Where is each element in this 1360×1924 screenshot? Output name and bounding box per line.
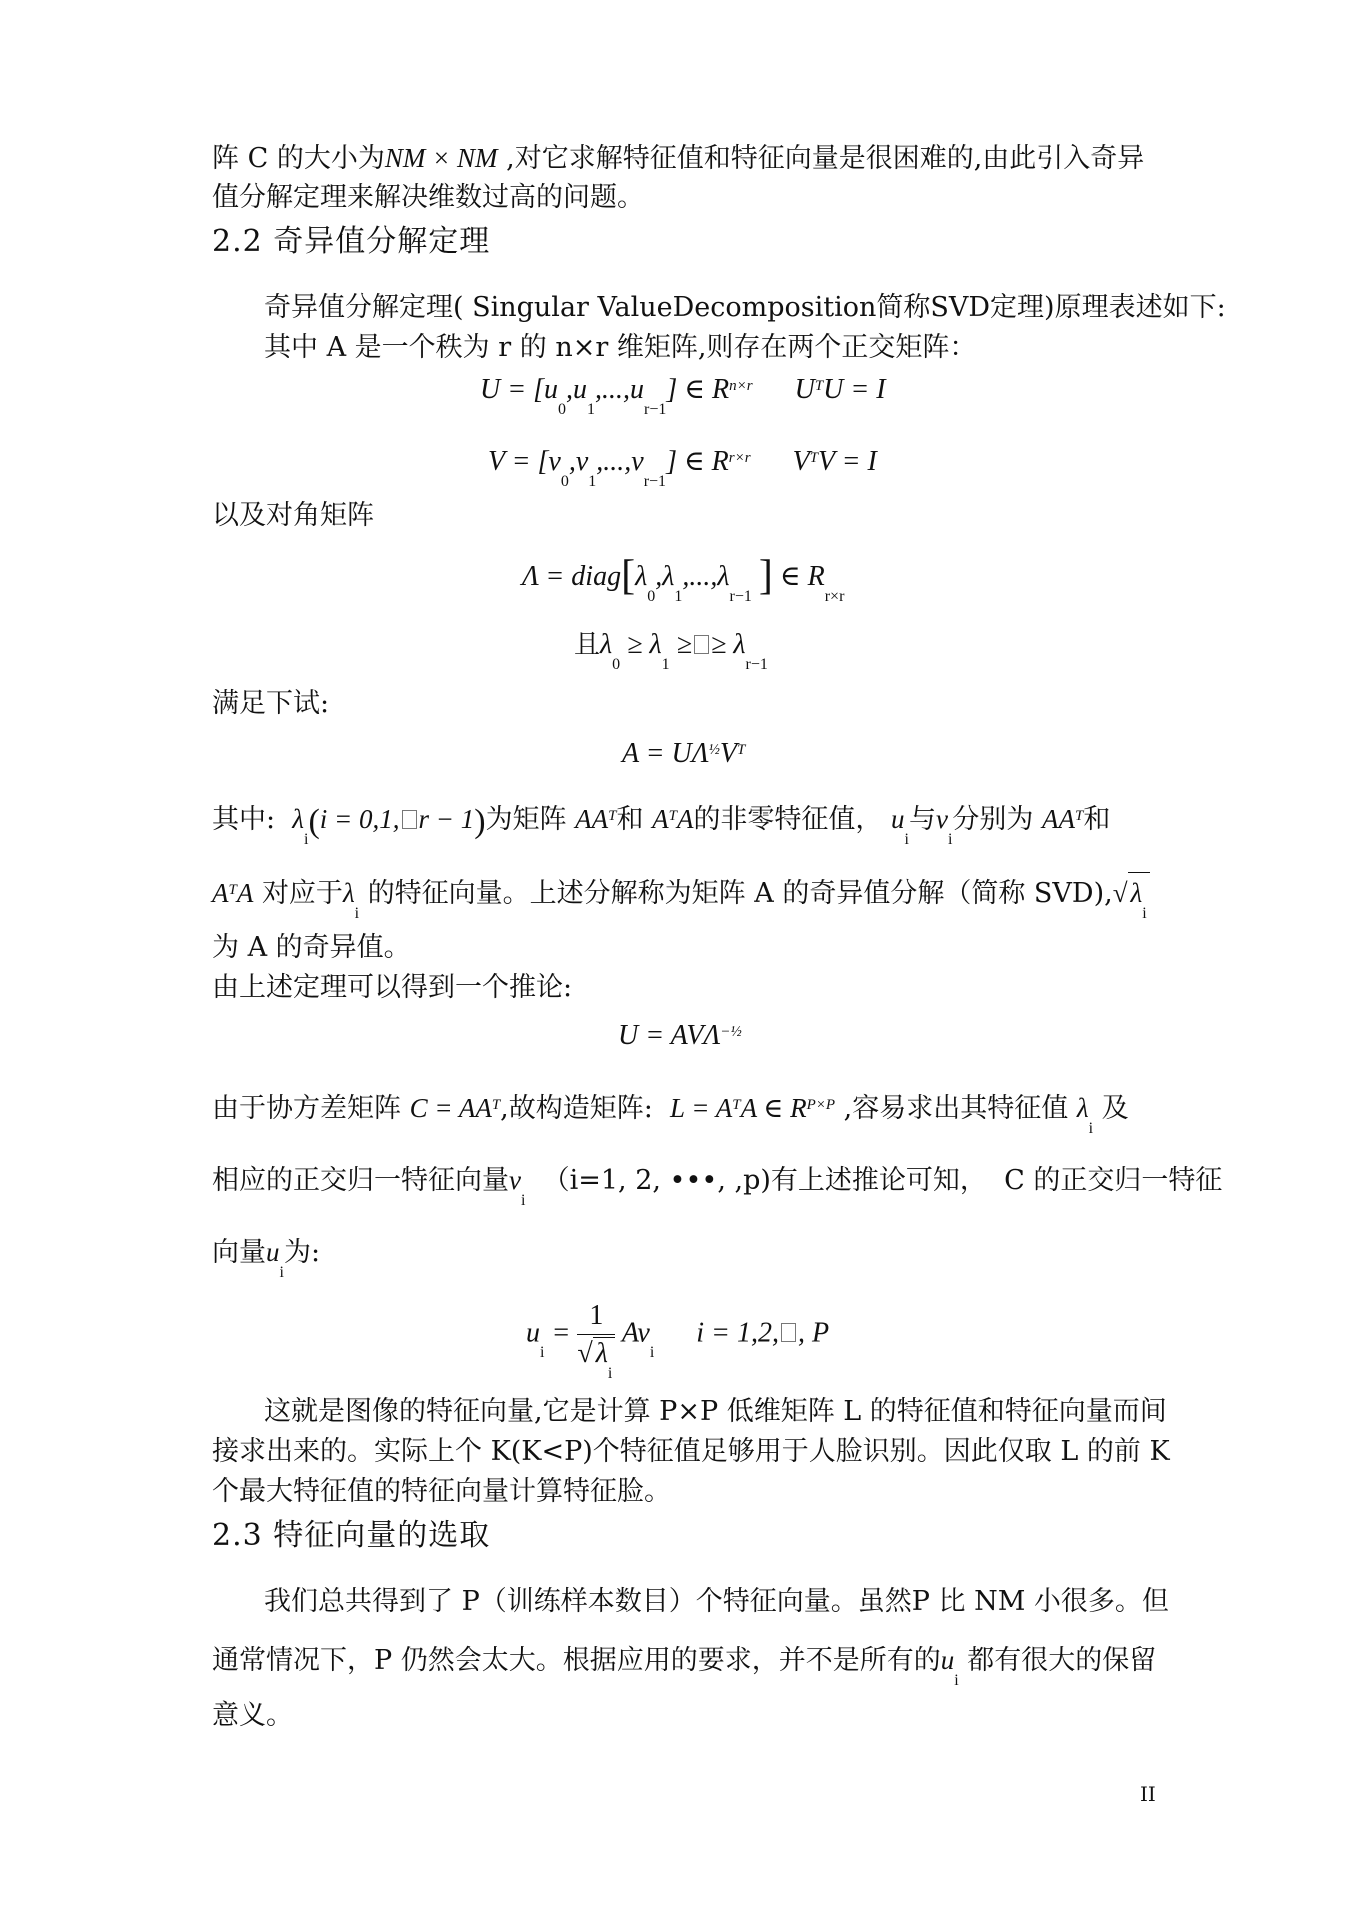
equation-ui: $u_i$ = $\frac{1}{√ \lambda_i}$ $Av_i$ i = 1,2, , P <box>526 1300 830 1382</box>
paragraph-line: 接求出来的。实际上个 K(K<P)个特征值足够用于人脸识别。因此仅取 L 的前 K <box>212 1436 1170 1467</box>
paragraph-line: 阵 C 的大小为NM × NM ,对它求解特征值和特征向量是很困难的,由此引入奇异 <box>212 143 1145 174</box>
page-number: II <box>1140 1782 1156 1806</box>
equation-diag: $\Lambda = diag[\lambda_0,\lambda_1,...,\lambda_{r-1}$ ] ∈ $R_{r\times r}$ <box>522 553 845 605</box>
paragraph-line: 值分解定理来解决维数过高的问题。 <box>212 182 644 213</box>
paragraph-line: 其中 A 是一个秩为 r 的 n×r 维矩阵,则存在两个正交矩阵： <box>264 332 977 363</box>
equation-u: $U = [u_0,u_1,...,u_{r-1}]$ ∈ $R^{n\times r}$ $U^TU = I$ <box>480 374 886 418</box>
paragraph-line: 以及对角矩阵 <box>212 500 374 531</box>
equation-v: $V = [v_0,v_1,...,v_{r-1}]$ ∈ $R^{r\times r}$ $V^TV = I$ <box>488 446 877 490</box>
equation-corollary: $U = AV\Lambda^{-\frac{1}{2}}$ <box>618 1020 742 1051</box>
paragraph-line: 满足下试: <box>212 688 330 719</box>
paragraph-line: 意义。 <box>212 1700 293 1731</box>
paragraph-line: 为 A 的奇异值。 <box>212 932 411 963</box>
section-heading: 2.2 奇异值分解定理 <box>212 224 491 259</box>
paragraph-line: 这就是图像的特征向量,它是计算 P×P 低维矩阵 L 的特征值和特征向量而间 <box>264 1396 1167 1427</box>
equation-order: 且$\lambda_0 \ge \lambda_1$ ≥ ≥ $\lambda_{r-1}$ <box>574 629 768 673</box>
equation-svd: $A = U\Lambda^{\frac{1}{2}}V^T$ <box>622 738 746 769</box>
math-inline: NM × NM <box>384 143 498 173</box>
paragraph-line: 相应的正交归一特征向量$v_i$ （i=1, 2, •••, ,p)有上述推论可知， C 的正交归一特征 <box>212 1165 1223 1209</box>
paragraph-line: 我们总共得到了 P（训练样本数目）个特征向量。虽然P 比 NM 小很多。但 <box>264 1586 1169 1617</box>
paragraph-line: 其中: $\lambda_i(i = 0,1$, r − 1)为矩阵 $AA^T$和 $A^TA$的非零特征值， $u_i$与$v_i$分别为 $AA^T$和 <box>212 803 1111 848</box>
paragraph-line: 通常情况下，P 仍然会太大。根据应用的要求，并不是所有的$u_i$ 都有很大的保留 <box>212 1645 1157 1689</box>
paragraph-line: $A^TA$ 对应于$\lambda_i$ 的特征向量。上述分解称为矩阵 A 的奇异值分解（简称 SVD),√ $\lambda_i$ <box>212 872 1172 918</box>
paragraph-line: 由上述定理可以得到一个推论: <box>212 972 573 1003</box>
paragraph-line: 奇异值分解定理( Singular ValueDecomposition简称SVD定理)原理表述如下: <box>264 292 1226 323</box>
paragraph-line: 由于协方差矩阵 $C = AA^T$,故构造矩阵: $L = A^TA$ ∈ $R^{P\times P}$ ,容易求出其特征值 $\lambda_i$ 及 <box>212 1093 1129 1137</box>
paragraph-line: 个最大特征值的特征向量计算特征脸。 <box>212 1476 671 1507</box>
paragraph-line: 向量$u_i$为: <box>212 1237 321 1281</box>
section-heading: 2.3 特征向量的选取 <box>212 1518 491 1553</box>
